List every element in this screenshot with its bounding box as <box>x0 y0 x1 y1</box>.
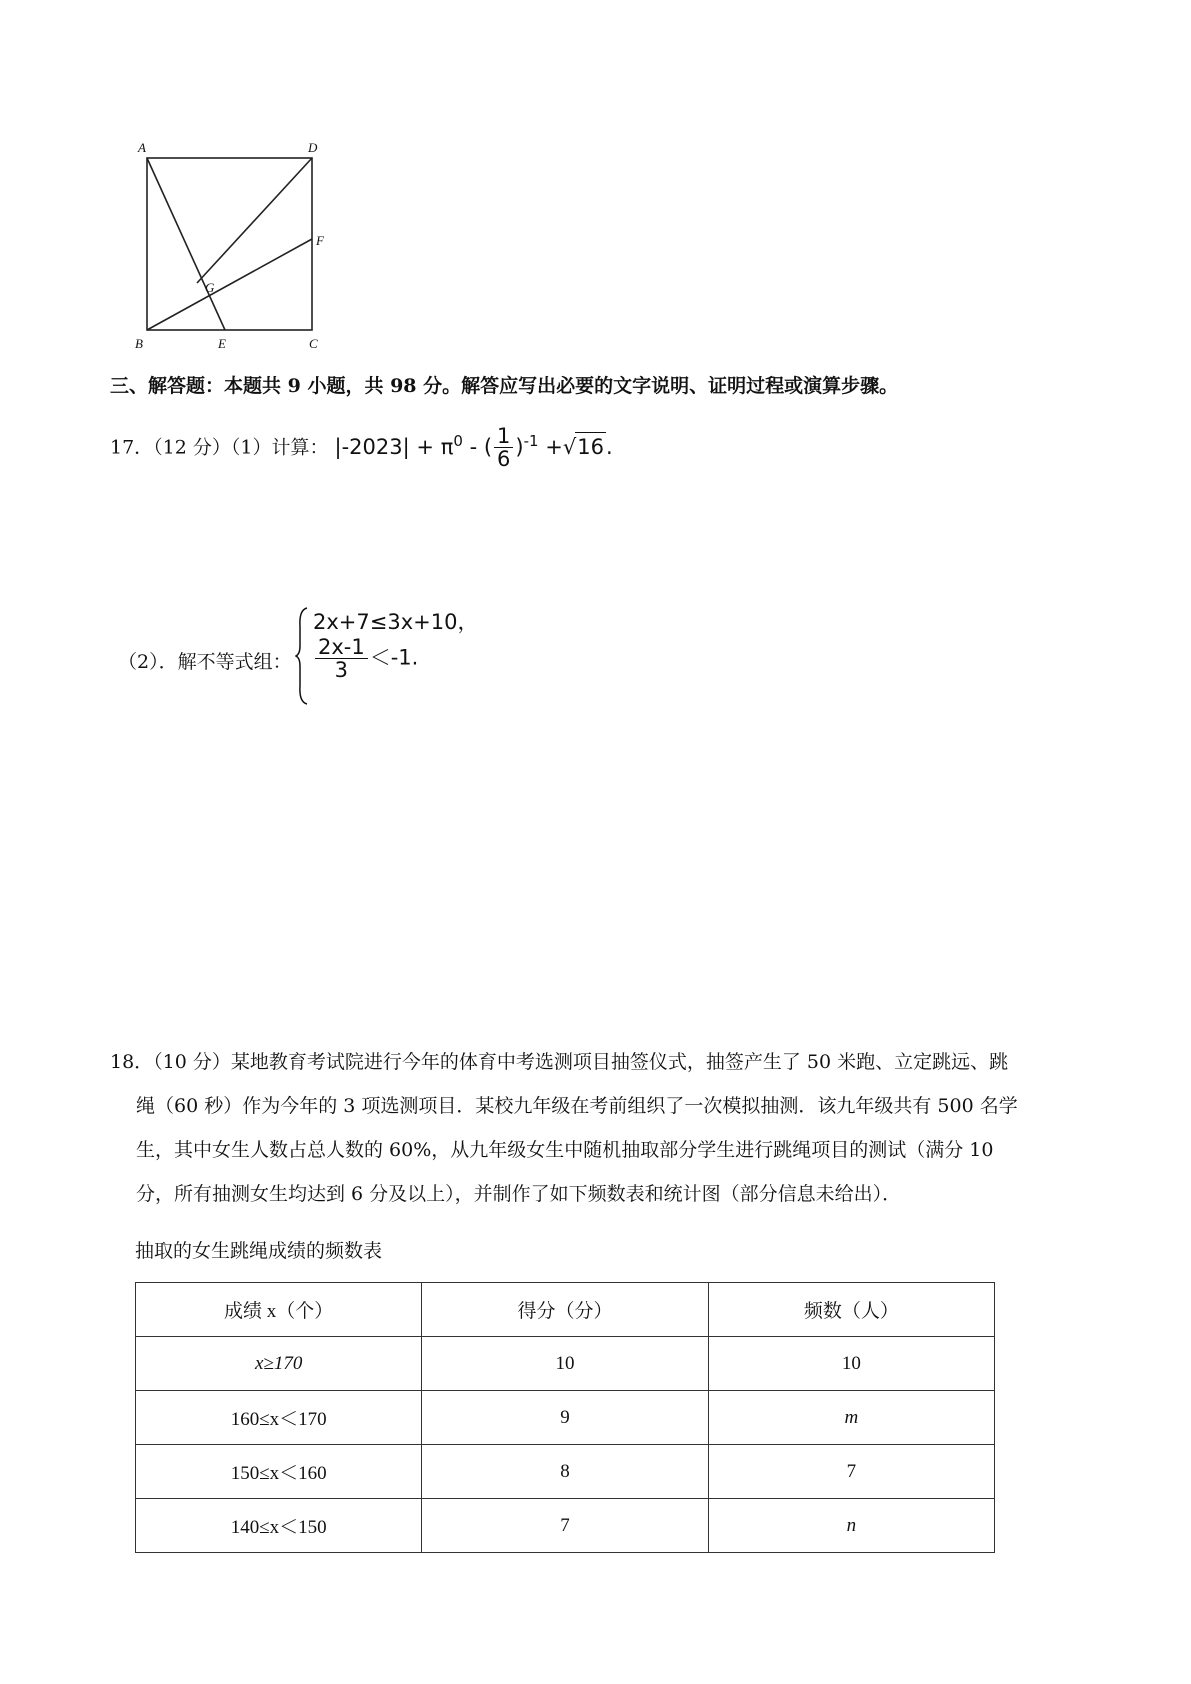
question-18-text <box>110 1040 1100 1216</box>
inequality-row-2 <box>313 636 418 681</box>
plus-sign: + <box>545 434 563 459</box>
label-e: E <box>218 336 226 351</box>
fraction-numerator: 1 <box>494 425 513 448</box>
label-b: B <box>135 336 143 351</box>
pi-exponent: 0 <box>453 431 463 450</box>
label-a: A <box>138 140 146 155</box>
plus-sign: + <box>416 434 434 459</box>
expression-end: . <box>606 434 613 459</box>
left-brace <box>295 606 309 706</box>
table-cell: 10 <box>422 1337 708 1391</box>
table-cell: m <box>708 1391 994 1445</box>
segment-bf <box>147 239 312 330</box>
q17-expression <box>334 424 613 471</box>
segment-dg <box>197 158 312 283</box>
q18-line-3: 生，其中女生人数占总人数的 60%，从九年级女生中随机抽取部分学生进行跳绳项目的测试（满分 10 <box>136 1139 994 1161</box>
label-c: C <box>309 336 318 351</box>
table-cell: n <box>708 1499 994 1553</box>
table-cell: x≥170 <box>136 1337 422 1391</box>
table-row <box>136 1445 995 1499</box>
table-cell: 9 <box>422 1391 708 1445</box>
pi-symbol: π <box>440 434 454 459</box>
fraction-denominator: 6 <box>497 447 511 471</box>
table-caption: 抽取的女生跳绳成绩的频数表 <box>135 1240 383 1262</box>
sqrt-argument: 16 <box>575 432 606 461</box>
table-cell: 7 <box>708 1445 994 1499</box>
header-points: 得分（分） <box>422 1283 708 1337</box>
geometry-figure <box>120 135 340 360</box>
inequality-fraction-numerator: 2x-1 <box>315 636 368 659</box>
frequency-table <box>135 1282 995 1553</box>
label-g: G <box>205 280 215 295</box>
label-f: F <box>316 233 324 248</box>
header-frequency: 频数（人） <box>708 1283 994 1337</box>
paren-open: ( <box>483 434 493 459</box>
label-d: D <box>308 140 318 155</box>
segment-ae <box>147 158 225 330</box>
question-17-part-1 <box>110 425 613 470</box>
paren-close: ) <box>515 434 524 459</box>
table-cell: 10 <box>708 1337 994 1391</box>
q18-line-1: 18．（10 分）某地教育考试院进行今年的体育中考选测项目抽签仪式，抽签产生了 50 米跑、立定跳远、跳 <box>110 1051 1009 1073</box>
q18-line-4: 分，所有抽测女生均达到 6 分及以上），并制作了如下频数表和统计图（部分信息未给出）． <box>136 1183 902 1205</box>
header-score: 成绩 x（个） <box>136 1283 422 1337</box>
question-17-part-2-label: （2）．解不等式组： <box>118 651 292 673</box>
table-cell: 150≤x＜160 <box>136 1445 422 1499</box>
abs-term: |-2023| <box>334 434 410 459</box>
inequality-row-2-rest: ＜-1. <box>369 645 419 670</box>
table-row <box>136 1499 995 1553</box>
inequality-fraction <box>315 636 368 681</box>
inequality-fraction-denominator: 3 <box>334 658 349 682</box>
table-cell: 8 <box>422 1445 708 1499</box>
sqrt-symbol: √ <box>562 434 577 459</box>
table-cell: 140≤x＜150 <box>136 1499 422 1553</box>
table-cell: 7 <box>422 1499 708 1553</box>
minus-sign: - <box>469 434 478 459</box>
fraction-one-sixth <box>494 425 513 470</box>
inequality-row-1: 2x+7≤3x+10， <box>313 610 479 634</box>
table-row <box>136 1337 995 1391</box>
table-header-row <box>136 1283 995 1337</box>
section-title: 三、解答题：本题共 9 小题，共 98 分。解答应写出必要的文字说明、证明过程或演算步骤。 <box>110 375 899 397</box>
q18-line-2: 绳（60 秒）作为今年的 3 项选测项目．某校九年级在考前组织了一次模拟抽测．该九年级共有 500 名学 <box>136 1095 1018 1117</box>
table-row <box>136 1391 995 1445</box>
negative-exponent: -1 <box>523 431 539 450</box>
table-cell: 160≤x＜170 <box>136 1391 422 1445</box>
q17-prefix: 17．（12 分）（1）计算： <box>110 436 329 459</box>
